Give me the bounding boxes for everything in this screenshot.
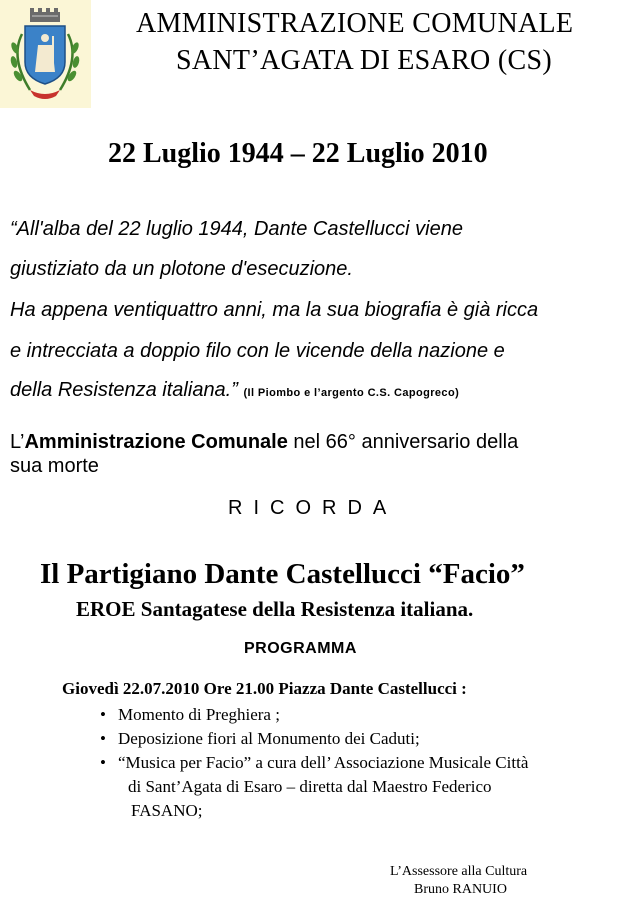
partisan-title: Il Partigiano Dante Castellucci “Facio” <box>40 558 525 590</box>
list-item-text: “Musica per Facio” a cura dell’ Associazione Musicale Città <box>118 753 529 772</box>
header-title: AMMINISTRAZIONE COMUNALE <box>136 8 574 39</box>
intro-suffix: nel 66° anniversario della <box>287 431 519 453</box>
list-item <box>100 729 420 749</box>
programma-heading: PROGRAMMA <box>244 640 357 657</box>
bullet-icon: • <box>100 753 106 772</box>
list-item <box>100 753 528 773</box>
event-line: Giovedì 22.07.2010 Ore 21.00 Piazza Dante Castellucci : <box>62 679 467 698</box>
intro-bold: Amministrazione Comunale <box>24 431 288 453</box>
quote-line: “All'alba del 22 luglio 1944, Dante Castellucci viene <box>10 218 463 240</box>
quote-source: (Il Piombo e l’argento C.S. Capogreco) <box>243 387 460 399</box>
list-item <box>100 705 280 725</box>
ricorda-heading: RICORDA <box>228 497 398 519</box>
list-item-continuation: FASANO; <box>131 801 203 820</box>
signature-role: L’Assessore alla Cultura <box>390 864 528 879</box>
signature-name: Bruno RANUIO <box>414 882 507 897</box>
quote-line: giustiziato da un plotone d'esecuzione. <box>10 258 353 280</box>
crest-box <box>0 0 91 108</box>
partisan-subtitle: EROE Santagatese della Resistenza italiana. <box>76 597 474 621</box>
bullet-icon: • <box>100 705 106 724</box>
header-subtitle: SANT’AGATA DI ESARO (CS) <box>176 45 552 76</box>
municipal-coat-of-arms-icon <box>0 0 91 108</box>
date-title: 22 Luglio 1944 – 22 Luglio 2010 <box>108 138 488 169</box>
list-item-text: Momento di Preghiera ; <box>118 705 280 724</box>
quote-line: e intrecciata a doppio filo con le vicende della nazione e <box>10 340 505 362</box>
quote-line: Ha appena ventiquattro anni, ma la sua biografia è già ricca <box>10 299 539 321</box>
list-item-continuation: di Sant’Agata di Esaro – diretta dal Maestro Federico <box>128 777 492 796</box>
intro-prefix: L’ <box>10 431 25 453</box>
quote-line-text: della Resistenza italiana.” <box>10 379 238 401</box>
list-item-text: Deposizione fiori al Monumento dei Caduti; <box>118 729 420 748</box>
intro-line-2: sua morte <box>10 455 99 477</box>
intro-line <box>10 431 518 454</box>
quote-line-last <box>10 379 459 402</box>
bullet-icon: • <box>100 729 106 748</box>
